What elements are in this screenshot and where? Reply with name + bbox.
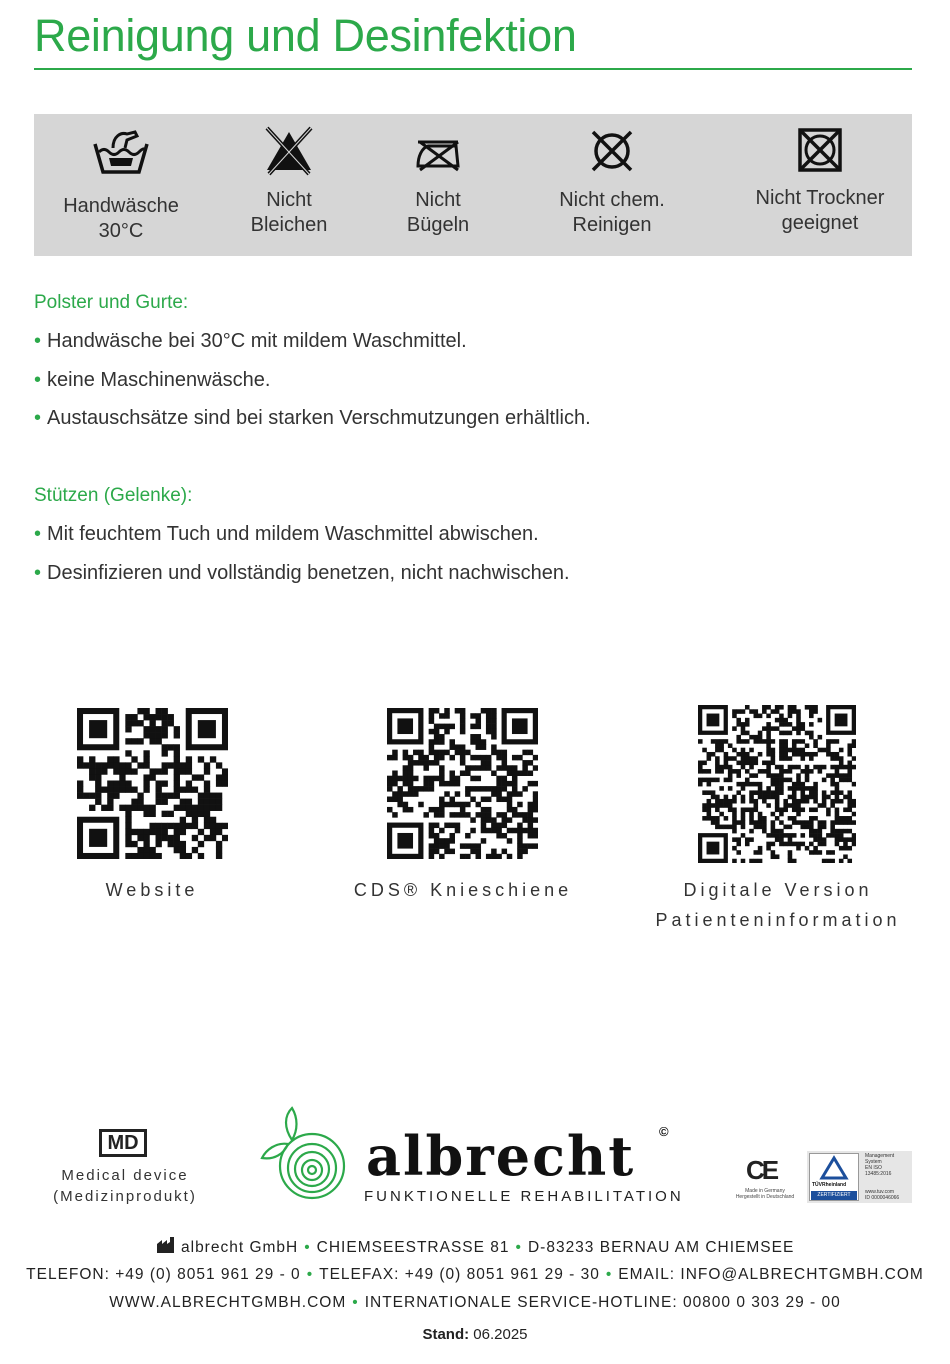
qr-finder-center — [707, 714, 720, 727]
care-symbols-band — [34, 114, 912, 256]
care-label-line1: Nicht chem. — [559, 189, 665, 211]
care-item-no-tumble-dry — [735, 114, 905, 236]
tuv-line: System — [865, 1159, 882, 1165]
qr-finder-center — [707, 842, 720, 855]
care-label-line2: Reinigen — [572, 214, 652, 236]
page-title: Reinigung und Desinfektion — [34, 10, 577, 61]
version-date — [0, 1326, 950, 1343]
care-label-line2: Bleichen — [250, 214, 328, 236]
factory-icon — [156, 1237, 176, 1253]
footer-address: albrecht GmbH • CHIEMSEESTRASSE 81 • D-83233 BERNAU AM CHIEMSEE — [0, 1237, 950, 1257]
list-item-text: Austauschsätze sind bei starken Verschmutzungen erhältlich. — [47, 407, 591, 429]
qr-finder-center — [397, 718, 413, 734]
care-label-line1: Nicht Trockner — [755, 187, 885, 209]
no-tumble-dry-icon — [797, 126, 843, 174]
list-item — [34, 369, 270, 392]
list-item-text: Mit feuchtem Tuch und mildem Waschmittel abwischen. — [47, 523, 539, 545]
bullet-icon: • — [34, 523, 42, 545]
made-in-germany-de: Hergestellt in Deutschland — [735, 1194, 795, 1200]
care-label-line2: geeignet — [781, 212, 859, 234]
albrecht-logo-tagline: FUNKTIONELLE REHABILITATION — [364, 1188, 684, 1205]
qr-caption-knee-brace: CDS® Knieschiene — [353, 880, 573, 900]
hand-wash-icon — [91, 128, 151, 184]
ce-mark: CE — [746, 1155, 777, 1185]
qr-caption-patient-info: Patienteninformation — [655, 910, 901, 930]
copyright-mark: © — [659, 1124, 669, 1139]
care-item-no-bleach — [204, 114, 374, 238]
tuv-triangle-icon — [810, 1154, 858, 1184]
bullet-icon: • — [34, 330, 42, 352]
md-caption-de: (Medizinprodukt) — [53, 1188, 197, 1205]
street-address: CHIEMSEESTRASSE 81 — [316, 1239, 510, 1256]
care-label-line2: Bügeln — [406, 214, 470, 236]
qr-caption-website: Website — [105, 880, 199, 900]
email-address[interactable]: EMAIL: INFO@ALBRECHTGMBH.COM — [618, 1266, 924, 1283]
care-label-line2: 30°C — [98, 220, 144, 242]
version-value: 06.2025 — [473, 1326, 528, 1343]
tuv-line: 13485:2016 — [865, 1171, 892, 1177]
version-label: Stand: — [422, 1326, 470, 1343]
phone-number: TELEFON: +49 (0) 8051 961 29 - 0 — [26, 1266, 301, 1283]
albrecht-tree-logo-icon — [258, 1106, 354, 1202]
qr-code-knee-brace[interactable] — [387, 708, 538, 859]
qr-finder-center — [89, 720, 107, 738]
qr-finder-center — [835, 714, 848, 727]
care-item-hand-wash — [36, 114, 206, 244]
no-dry-clean-icon — [587, 126, 637, 176]
tuv-line: EN ISO — [865, 1165, 882, 1171]
website-link[interactable]: WWW.ALBRECHTGMBH.COM — [109, 1294, 347, 1311]
tuv-certified-label: ZERTIFIZIERT — [811, 1191, 857, 1200]
company-name: albrecht GmbH — [181, 1239, 299, 1256]
qr-finder-center — [397, 833, 413, 849]
tuv-certificate — [807, 1151, 912, 1203]
albrecht-logo-wordmark: albrecht — [366, 1124, 636, 1188]
no-iron-icon — [414, 126, 462, 176]
bullet-icon: • — [34, 407, 42, 429]
care-label-line1: Nicht — [266, 189, 312, 211]
list-item — [34, 523, 539, 546]
fax-number: TELEFAX: +49 (0) 8051 961 29 - 30 — [319, 1266, 600, 1283]
list-item-text: Desinfizieren und vollständig benetzen, nicht nachwischen. — [47, 562, 570, 584]
qr-finder-center — [512, 718, 528, 734]
tuv-brand: TÜVRheinland — [812, 1182, 847, 1188]
tuv-line: ID 0000046066 — [865, 1195, 900, 1201]
section-heading-padding: Polster und Gurte: — [34, 292, 189, 313]
md-symbol: MD — [99, 1129, 147, 1157]
no-bleach-icon — [263, 126, 315, 176]
list-item-text: Handwäsche bei 30°C mit mildem Waschmittel. — [47, 330, 467, 352]
md-caption-en: Medical device — [61, 1167, 189, 1184]
bullet-icon: • — [34, 369, 42, 391]
footer-contact: TELEFON: +49 (0) 8051 961 29 - 0 • TELEFAX: +49 (0) 8051 961 29 - 30 • EMAIL: INFO@ALBRECHTGMBH.COM — [26, 1266, 924, 1283]
qr-code-digital-version[interactable] — [698, 705, 856, 863]
list-item — [34, 330, 467, 353]
tuv-line: Management — [865, 1153, 895, 1159]
qr-caption-digital-version: Digitale Version — [683, 880, 873, 900]
made-in-germany-note — [732, 1188, 798, 1200]
care-item-no-iron — [353, 114, 523, 238]
tuv-details — [865, 1153, 899, 1201]
list-item — [34, 407, 591, 430]
qr-finder-center — [89, 829, 107, 847]
care-label-line1: Handwäsche — [63, 195, 179, 217]
qr-finder-center — [198, 720, 216, 738]
city-address: D-83233 BERNAU AM CHIEMSEE — [527, 1239, 795, 1256]
title-divider — [34, 68, 912, 70]
qr-code-website[interactable] — [77, 708, 228, 859]
list-item-text: keine Maschinenwäsche. — [47, 369, 271, 391]
bullet-icon: • — [34, 562, 42, 584]
care-item-no-dry-clean — [527, 114, 697, 238]
service-hotline: INTERNATIONALE SERVICE-HOTLINE: 00800 0 303 29 - 00 — [364, 1294, 841, 1311]
list-item — [34, 562, 570, 585]
footer-web: WWW.ALBRECHTGMBH.COM • INTERNATIONALE SERVICE-HOTLINE: 00800 0 303 29 - 00 — [109, 1294, 841, 1311]
care-label-line1: Nicht — [415, 189, 461, 211]
made-in-germany-en: Made in Germany — [745, 1188, 785, 1194]
tuv-line: www.tuv.com — [865, 1189, 895, 1195]
tuv-badge — [809, 1153, 859, 1201]
section-heading-supports: Stützen (Gelenke): — [34, 485, 193, 506]
